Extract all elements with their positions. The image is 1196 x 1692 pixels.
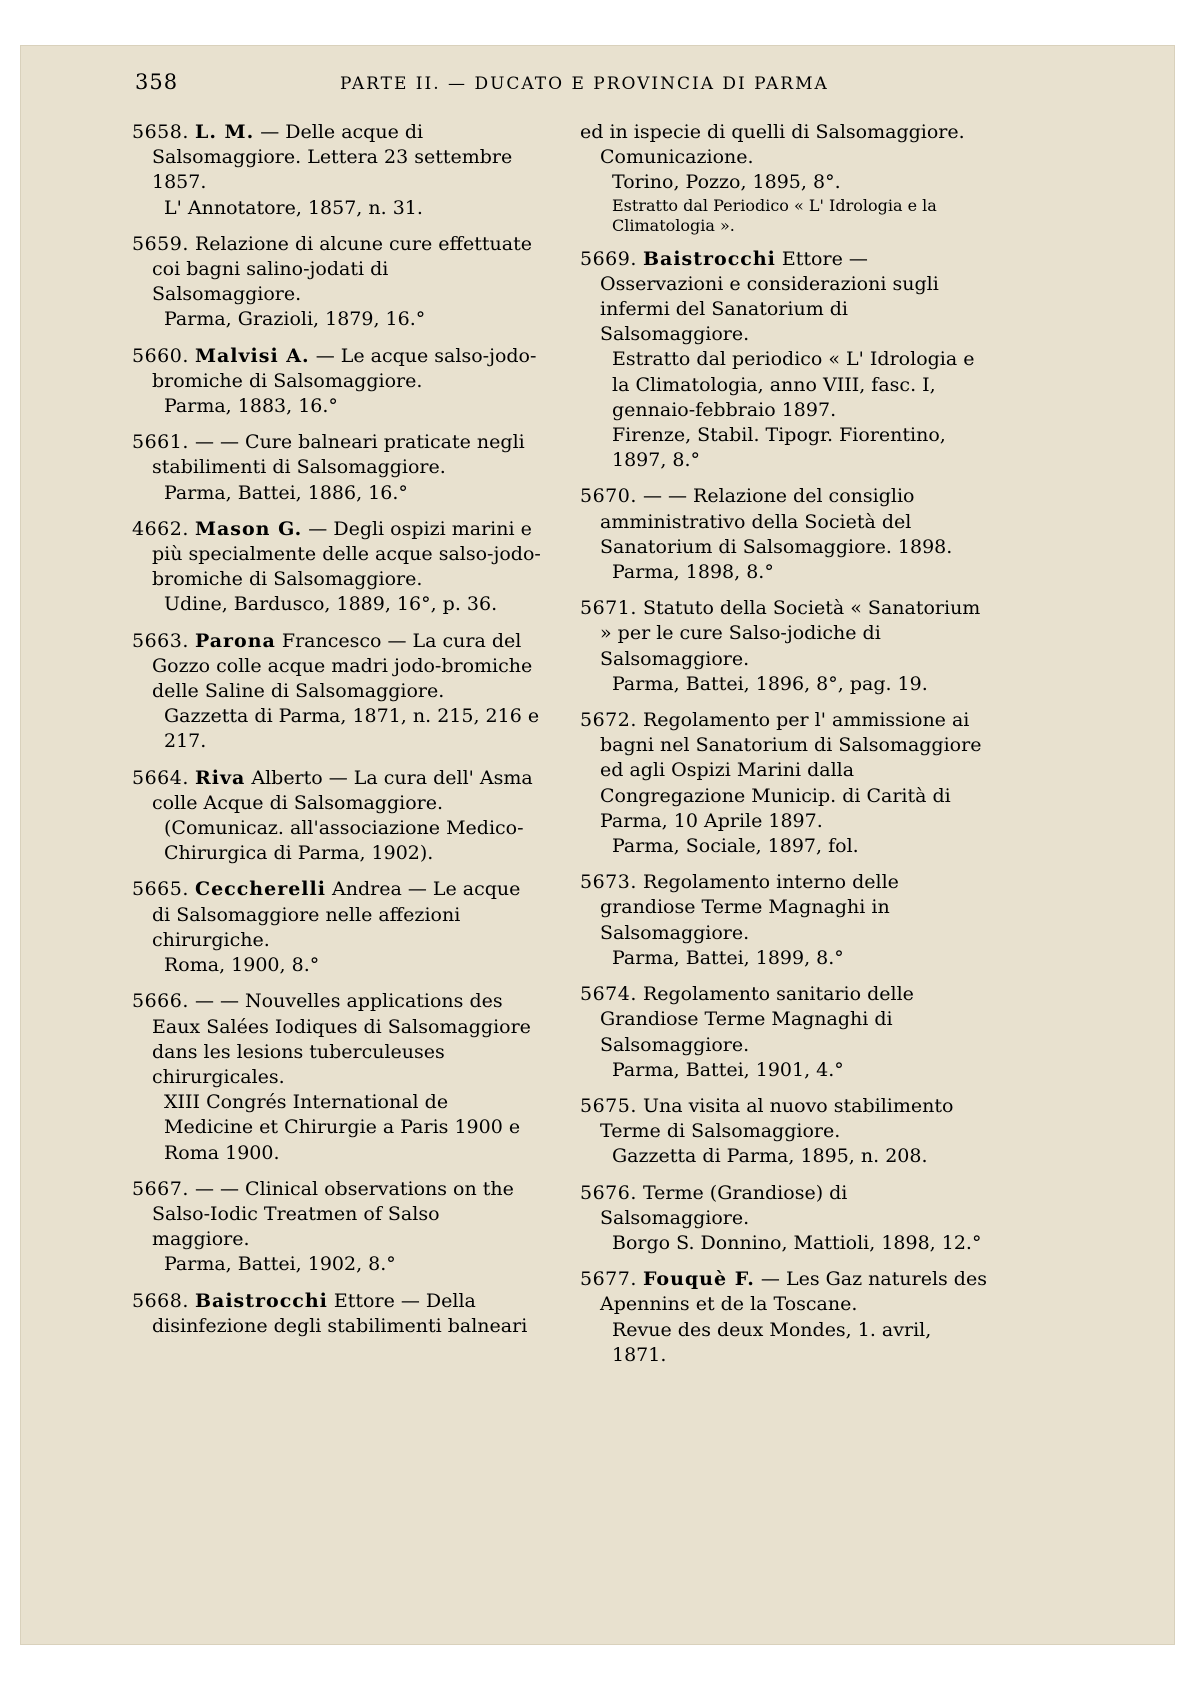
entry-publication: Parma, Battei, 1886, 16.° [164, 481, 408, 504]
entry-title [132, 629, 542, 705]
right-column [580, 120, 990, 1379]
entry-number: 5666. [132, 990, 189, 1013]
entry-text: Francesco — La cura del Gozzo colle acque madri jodo-bromiche delle Saline di Salsomaggiore. [152, 629, 533, 703]
entry-number: 5659. [132, 232, 189, 255]
entry-text: — — Clinical observations on the Salso-Iodic Treatmen of Salso maggiore. [152, 1177, 514, 1251]
entry-number: 5669. [580, 247, 637, 270]
entry-title [580, 1094, 990, 1144]
bibliography-entry [580, 1094, 990, 1170]
bibliography-entry [132, 517, 542, 618]
entry-title [132, 877, 542, 953]
entry-number: 5665. [132, 878, 189, 901]
entry-number: 5664. [132, 766, 189, 789]
entry-number: 5671. [580, 597, 637, 620]
entry-title [132, 989, 542, 1090]
entry-text: — — Nouvelles applications des Eaux Salées Iodiques di Salsomaggiore dans les lesions tuberculeuses chirurgicales. [152, 990, 531, 1088]
entry-title [580, 484, 990, 560]
entry-number: 5672. [580, 709, 637, 732]
bibliography-entry [132, 629, 542, 755]
entry-author: Baistrocchi [194, 1289, 328, 1312]
entry-number: 5663. [132, 629, 189, 652]
entry-publication: (Comunicaz. all'associazione Medico-Chirurgica di Parma, 1902). [164, 817, 524, 865]
entry-author: Mason G. [194, 517, 303, 540]
entry-text: Andrea — Le acque di Salsomaggiore nelle affezioni chirurgiche. [152, 878, 521, 951]
entry-number: 4662. [132, 517, 189, 540]
entry-title [132, 344, 542, 394]
entry-number: 5658. [132, 121, 189, 143]
entry-title [580, 870, 990, 946]
entry-text: Regolamento interno delle grandiose Terme Magnaghi in Salsomaggiore. [600, 871, 899, 944]
bibliography-entry [132, 120, 542, 221]
entry-publication: Parma, Sociale, 1897, fol. [612, 835, 859, 858]
entry-title [132, 517, 542, 593]
entry-text: — — Cure balneari praticate negli stabilimenti di Salsomaggiore. [152, 431, 525, 479]
bibliography-entry [132, 430, 542, 506]
entry-text: Regolamento sanitario delle Grandiose Terme Magnaghi di Salsomaggiore. [600, 983, 914, 1056]
entry-author: Fouquè F. [642, 1268, 755, 1291]
entry-title [580, 596, 990, 672]
entry-text: Regolamento per l' ammissione ai bagni nel Sanatorium di Salsomaggiore ed agli Ospizi Marini dalla Congregazione Municip. di Carità di Parma, 10 Aprile 1897. [600, 709, 982, 832]
running-title: PARTE II. — DUCATO E PROVINCIA DI PARMA [340, 74, 829, 94]
entry-number: 5677. [580, 1268, 637, 1291]
entry-title [132, 430, 542, 480]
bibliography-entry [132, 989, 542, 1165]
entry-publication: XIII Congrés International de Medicine et Chirurgie a Paris 1900 e Roma 1900. [164, 1091, 521, 1164]
entry-title [580, 1267, 990, 1317]
entry-text: Ettore — Osservazioni e considerazioni sugli infermi del Sanatorium di Salsomaggiore. [600, 247, 939, 346]
entry-number: 5661. [132, 431, 189, 454]
entry-title [132, 1289, 542, 1339]
bibliography-entry [580, 596, 990, 697]
entry-publication: Parma, Battei, 1902, 8.° [164, 1253, 396, 1276]
bibliography-entry [580, 120, 990, 236]
entry-text: — Delle acque di Salsomaggiore. Lettera 23 settembre 1857. [152, 121, 513, 194]
entry-title [132, 1177, 542, 1253]
bibliography-entry [132, 232, 542, 333]
entry-publication: L' Annotatore, 1857, n. 31. [164, 196, 423, 219]
entry-title [132, 120, 542, 196]
entry-publication: Udine, Bardusco, 1889, 16°, p. 36. [164, 593, 498, 616]
entry-publication: Estratto dal periodico « L' Idrologia e la Climatologia, anno VIII, fasc. I, gennaio-febbraio 1897. [612, 348, 975, 421]
entry-text: — Degli ospizi marini e più specialmente delle acque salso-jodo-bromiche di Salsomaggiore. [152, 517, 541, 591]
entry-title [132, 232, 542, 308]
entry-number: 5670. [580, 485, 637, 508]
entry-number: 5675. [580, 1094, 637, 1117]
entry-publication: Parma, Battei, 1899, 8.° [612, 946, 844, 969]
entry-publication: Roma, 1900, 8.° [164, 954, 320, 977]
entry-text: — Le acque salso-jodo-bromiche di Salsomaggiore. [152, 344, 537, 392]
entry-number: 5673. [580, 871, 637, 894]
entry-title [580, 1181, 990, 1231]
bibliography-entry [580, 1181, 990, 1257]
entry-text: — Les Gaz naturels des Apennins et de la Toscane. [600, 1268, 987, 1316]
entry-number: 5660. [132, 344, 189, 367]
entry-title [580, 982, 990, 1058]
entry-title [580, 120, 990, 170]
bibliography-entry [132, 344, 542, 420]
bibliography-entry [132, 766, 542, 867]
bibliography-entry [132, 1289, 542, 1339]
bibliography-entry [580, 484, 990, 585]
entry-number: 5668. [132, 1289, 189, 1312]
entry-author: L. M. [194, 121, 255, 143]
entry-text: Una visita al nuovo stabilimento Terme di Salsomaggiore. [600, 1094, 954, 1143]
page-number: 358 [135, 70, 179, 94]
entry-text: Alberto — La cura dell' Asma colle Acque di Salsomaggiore. [152, 766, 533, 814]
entry-publication: Parma, Battei, 1896, 8°, pag. 19. [612, 672, 928, 695]
entry-text: — — Relazione del consiglio amministrativo della Società del Sanatorium di Salsomaggiore. 1898. [600, 485, 953, 558]
entry-text: Terme (Grandiose) di Salsomaggiore. [600, 1181, 848, 1229]
entry-number: 5667. [132, 1177, 189, 1200]
entry-publication: Gazzetta di Parma, 1871, n. 215, 216 e 217. [164, 705, 540, 753]
entry-publication: Parma, 1883, 16.° [164, 395, 338, 418]
entry-author: Ceccherelli [194, 878, 326, 901]
entry-note: Estratto dal Periodico « L' Idrologia e la Climatologia ». [612, 195, 937, 235]
entry-author: Malvisi A. [194, 344, 310, 367]
entry-text: ed in ispecie di quelli di Salsomaggiore. Comunicazione. [580, 121, 965, 169]
entry-publication: Firenze, Stabil. Tipogr. Fiorentino, 1897, 8.° [612, 424, 946, 472]
entry-publication: Parma, Grazioli, 1879, 16.° [164, 308, 426, 331]
entry-title [132, 766, 542, 816]
entry-text: Relazione di alcune cure effettuate coi bagni salino-jodati di Salsomaggiore. [152, 232, 532, 306]
entry-author: Riva [194, 766, 246, 789]
entry-number: 5674. [580, 983, 637, 1006]
bibliography-entry [580, 870, 990, 971]
entry-publication: Parma, 1898, 8.° [612, 561, 774, 584]
left-column [132, 120, 542, 1350]
bibliography-entry [580, 247, 990, 474]
bibliography-entry [132, 1177, 542, 1278]
bibliography-entry [132, 877, 542, 978]
entry-publication: Borgo S. Donnino, Mattioli, 1898, 12.° [612, 1231, 982, 1254]
bibliography-entry [580, 708, 990, 859]
entry-publication: Torino, Pozzo, 1895, 8°. [612, 171, 841, 194]
bibliography-entry [580, 982, 990, 1083]
entry-number: 5676. [580, 1181, 637, 1204]
entry-text: Ettore — Della disinfezione degli stabilimenti balneari [152, 1289, 528, 1337]
entry-publication: Revue des deux Mondes, 1. avril, 1871. [612, 1318, 932, 1366]
entry-text: Statuto della Società « Sanatorium » per le cure Salso-jodiche di Salsomaggiore. [600, 597, 981, 670]
entry-title [580, 247, 990, 348]
entry-publication: Parma, Battei, 1901, 4.° [612, 1058, 844, 1081]
entry-author: Baistrocchi [642, 247, 776, 270]
entry-publication: Gazzetta di Parma, 1895, n. 208. [612, 1145, 928, 1168]
entry-author: Parona [194, 629, 276, 652]
entry-title [580, 708, 990, 834]
bibliography-entry [580, 1267, 990, 1368]
